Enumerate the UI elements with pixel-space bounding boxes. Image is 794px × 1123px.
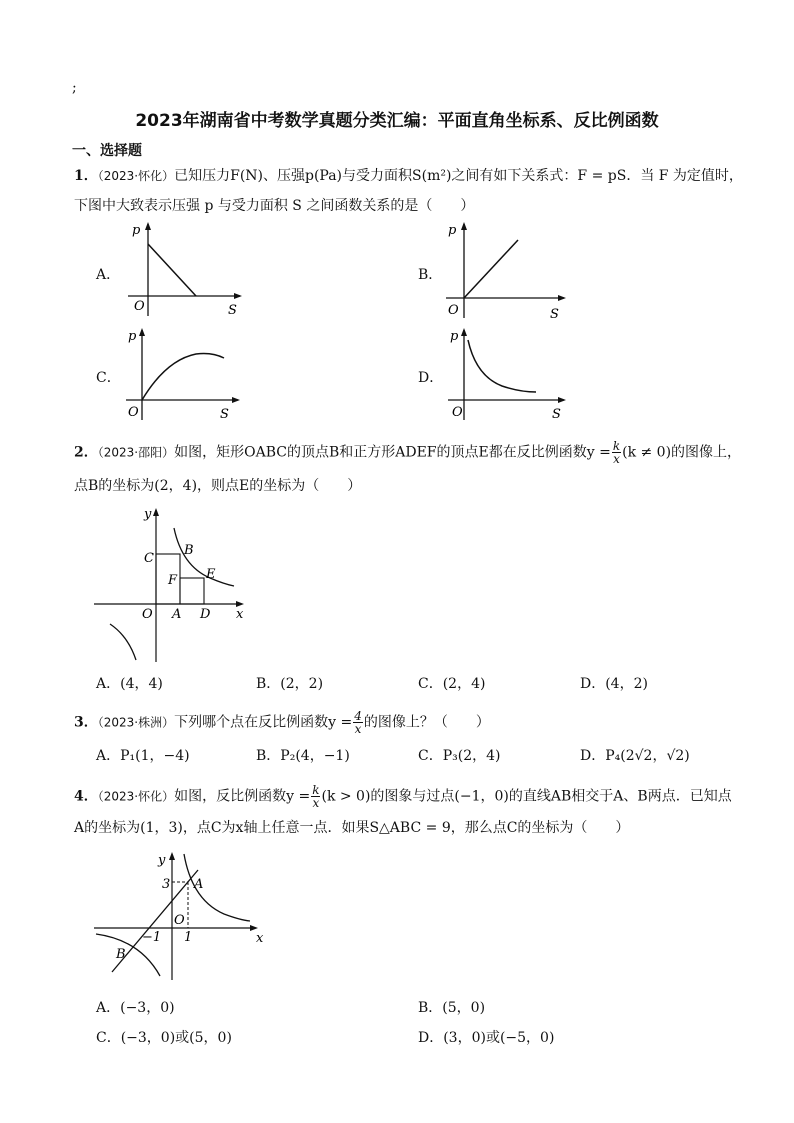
q1-stem-line2: 下图中大致表示压强 p 与受力面积 S 之间函数关系的是（ ） xyxy=(74,198,475,214)
page-title: 2023年湖南省中考数学真题分类汇编：平面直角坐标系、反比例函数 xyxy=(135,111,659,131)
label-one: 1 xyxy=(184,930,193,945)
q4-line1 xyxy=(74,784,732,809)
q4-number: 4． xyxy=(74,788,98,805)
label-c: C xyxy=(144,551,154,566)
q2-option-c[interactable]: C．(2，4) xyxy=(418,676,486,692)
origin-label: O xyxy=(448,303,459,318)
q1-option-d-label[interactable]: D． xyxy=(418,370,444,386)
origin-label: O xyxy=(452,405,463,420)
label-o: O xyxy=(142,607,153,622)
label-x: x xyxy=(236,607,244,622)
q3-fraction-denominator: x xyxy=(354,722,362,736)
q1-graph-c xyxy=(116,324,246,424)
axis-label-s: S xyxy=(550,307,559,322)
q1-graph-b xyxy=(436,218,572,322)
q2-option-b[interactable]: B．(2，2) xyxy=(256,676,324,692)
q4-fraction-denominator: x xyxy=(312,796,320,810)
q1-option-a-label[interactable]: A． xyxy=(96,267,121,283)
axis-label-p: p xyxy=(450,329,459,344)
q4-source-tag: （2023·怀化） xyxy=(97,789,175,804)
q3-option-c[interactable]: C．P₃(2，4) xyxy=(418,748,501,764)
q2-fraction-denominator: x xyxy=(613,452,620,466)
q4-option-b[interactable]: B．(5，0) xyxy=(418,1000,486,1016)
label-x: x xyxy=(256,931,264,946)
label-a: A xyxy=(172,607,182,622)
label-b: B xyxy=(184,543,194,558)
q3-option-d[interactable]: D．P₄(2√2，√2) xyxy=(580,748,690,764)
q2-option-a[interactable]: A．(4，4) xyxy=(96,676,163,692)
axis-label-s: S xyxy=(220,407,229,422)
q3-fraction-numerator: 4 xyxy=(354,709,362,723)
label-neg-one: −1 xyxy=(142,930,162,945)
q4-option-c[interactable]: C．(−3，0)或(5，0) xyxy=(96,1030,232,1046)
axis-label-p: p xyxy=(132,223,141,238)
q1-option-b-label[interactable]: B． xyxy=(418,267,443,283)
origin-label: O xyxy=(128,405,139,420)
q3-number: 3． xyxy=(74,714,98,731)
q2-line1 xyxy=(74,440,741,465)
q4-option-d[interactable]: D．(3，0)或(−5，0) xyxy=(418,1030,555,1046)
graph-curve xyxy=(142,354,224,401)
q2-stem-line1b: (k ≠ 0)的图像上， xyxy=(622,444,742,461)
q3-option-b[interactable]: B．P₂(4，−1) xyxy=(256,748,350,764)
q2-fraction-numerator: k xyxy=(612,439,621,453)
axis-label-p: p xyxy=(448,223,457,238)
q1-number: 1． xyxy=(74,168,98,184)
q1-line1 xyxy=(74,166,743,186)
section-heading: 一、选择题 xyxy=(72,143,142,159)
label-y: y xyxy=(158,853,166,868)
label-y: y xyxy=(144,507,152,522)
q4-option-a[interactable]: A．(−3，0) xyxy=(96,1000,175,1016)
label-a: A xyxy=(194,877,204,892)
q2-source-tag: （2023·邵阳） xyxy=(97,445,175,460)
q2-figure xyxy=(90,502,250,668)
label-e: E xyxy=(206,567,216,582)
q4-stem-line1b: (k > 0)的图象与过点(−1，0)的直线AB相交于A、B两点．已知点 xyxy=(321,788,732,805)
q3-option-a[interactable]: A．P₁(1，−4) xyxy=(96,748,190,764)
q1-graph-d xyxy=(440,324,572,424)
label-b: B xyxy=(116,947,126,962)
q1-stem-line1: 已知压力F(N)、压强p(Pa)与受力面积S(m²)之间有如下关系式：F = pS．当 F 为定值时， xyxy=(174,168,743,184)
q3-source-tag: （2023·株洲） xyxy=(97,715,175,730)
q4-stem-line1a: 如图，反比例函数y = xyxy=(174,788,311,805)
axis-label-p: p xyxy=(128,329,137,344)
hyperbola-branch-1 xyxy=(174,528,234,586)
q4-fraction-numerator: k xyxy=(312,783,320,797)
label-d: D xyxy=(200,607,211,622)
label-o: O xyxy=(174,913,185,928)
q1-graph-a xyxy=(118,218,248,318)
q2-stem-line2: 点B的坐标为(2，4)，则点E的坐标为（ ） xyxy=(74,478,362,494)
graph-line xyxy=(464,240,518,298)
q2-number: 2． xyxy=(74,444,98,461)
q3-line1 xyxy=(74,710,490,735)
q4-figure xyxy=(90,848,266,984)
axis-label-s: S xyxy=(552,407,561,422)
label-f: F xyxy=(168,573,178,588)
q2-option-d[interactable]: D．(4，2) xyxy=(580,676,648,692)
label-three: 3 xyxy=(162,877,171,892)
q3-stem-line1b: 的图像上？（ ） xyxy=(363,714,490,731)
q2-fraction xyxy=(612,440,621,465)
graph-line xyxy=(148,244,196,296)
graph-curve xyxy=(468,340,536,392)
origin-label: O xyxy=(134,299,145,314)
q1-source-tag: （2023·怀化） xyxy=(97,169,175,183)
q3-stem-line1a: 下列哪个点在反比例函数y = xyxy=(174,714,353,731)
q2-stem-line1a: 如图，矩形OABC的顶点B和正方形ADEF的顶点E都在反比例函数y = xyxy=(174,444,611,461)
axis-label-s: S xyxy=(228,303,237,318)
hyperbola-branch-3 xyxy=(110,624,136,660)
header-mark: ; xyxy=(72,80,77,96)
q4-fraction xyxy=(311,784,320,809)
q1-option-c-label[interactable]: C． xyxy=(96,370,121,386)
q3-fraction xyxy=(353,710,363,735)
q4-stem-line2: A的坐标为(1，3)，点C为x轴上任意一点．如果S△ABC = 9，那么点C的坐标为（ ） xyxy=(74,820,630,836)
square-adef xyxy=(180,578,204,604)
